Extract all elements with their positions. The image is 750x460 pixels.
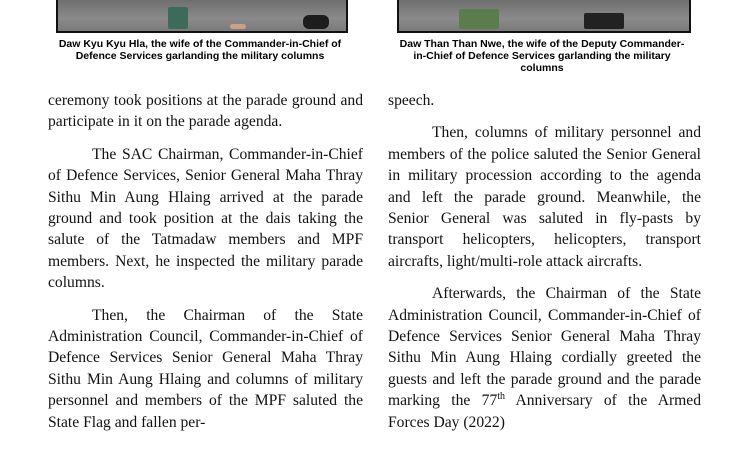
figure-officer-right bbox=[584, 13, 624, 29]
photo-caption-left: Daw Kyu Kyu Hla, the wife of the Commander-in-Chief of Defence Services garlanding the military columns bbox=[58, 38, 342, 62]
ordinal-superscript: th bbox=[497, 391, 506, 403]
figure-woman-right bbox=[459, 9, 499, 29]
figure-woman-left bbox=[168, 7, 188, 29]
figure-shoe-left bbox=[230, 24, 246, 29]
paragraph-text: Anniversary of the Armed Forces Day (2022) bbox=[388, 392, 701, 431]
paragraph bbox=[388, 283, 701, 433]
photo-right bbox=[397, 0, 691, 33]
paragraph: speech. bbox=[388, 92, 435, 109]
paragraph: The SAC Chairman, Commander-in-Chief of Defence Services, Senior General Maha Thray Sithu Min Aung Hlaing arrived at the parade ground and took position at the dais taking the salute of the Tatmadaw members and MPF members. Next, he inspected the military parade columns. bbox=[48, 145, 363, 292]
paragraph-text: Afterwards, the Chairman of the State Administration Council, Commander-in-Chief of Defence Services Senior General Maha Thray Sithu Min Aung Hlaing cordially greeted the guests and left the parade ground and the parade marking the 77 bbox=[388, 285, 701, 410]
paragraph: Then, columns of military personnel and members of the police saluted the Senior General in military procession according to the agenda and left the parade ground. Meanwhile, the Senior General was saluted in fly-pasts by transport helicopters, helicopters, transport aircrafts, light/multi-role attack aircrafts. bbox=[388, 124, 701, 270]
paragraph: ceremony took positions at the parade ground and participate in it on the parade agenda. bbox=[48, 92, 363, 131]
figure-officer-left bbox=[303, 15, 329, 29]
article-right-column bbox=[388, 90, 701, 444]
paragraph: Then, the Chairman of the State Administration Council, Commander-in-Chief of Defence Services Senior General Maha Thray Sithu Min Aung Hlaing and columns of military personnel and members of the MPF saluted the State Flag and fallen per- bbox=[48, 306, 363, 431]
photo-caption-right: Daw Than Than Nwe, the wife of the Deputy Commander-in-Chief of Defence Services garlanding the military columns bbox=[399, 38, 685, 74]
article-left-column bbox=[48, 90, 363, 444]
photo-left bbox=[56, 0, 348, 33]
